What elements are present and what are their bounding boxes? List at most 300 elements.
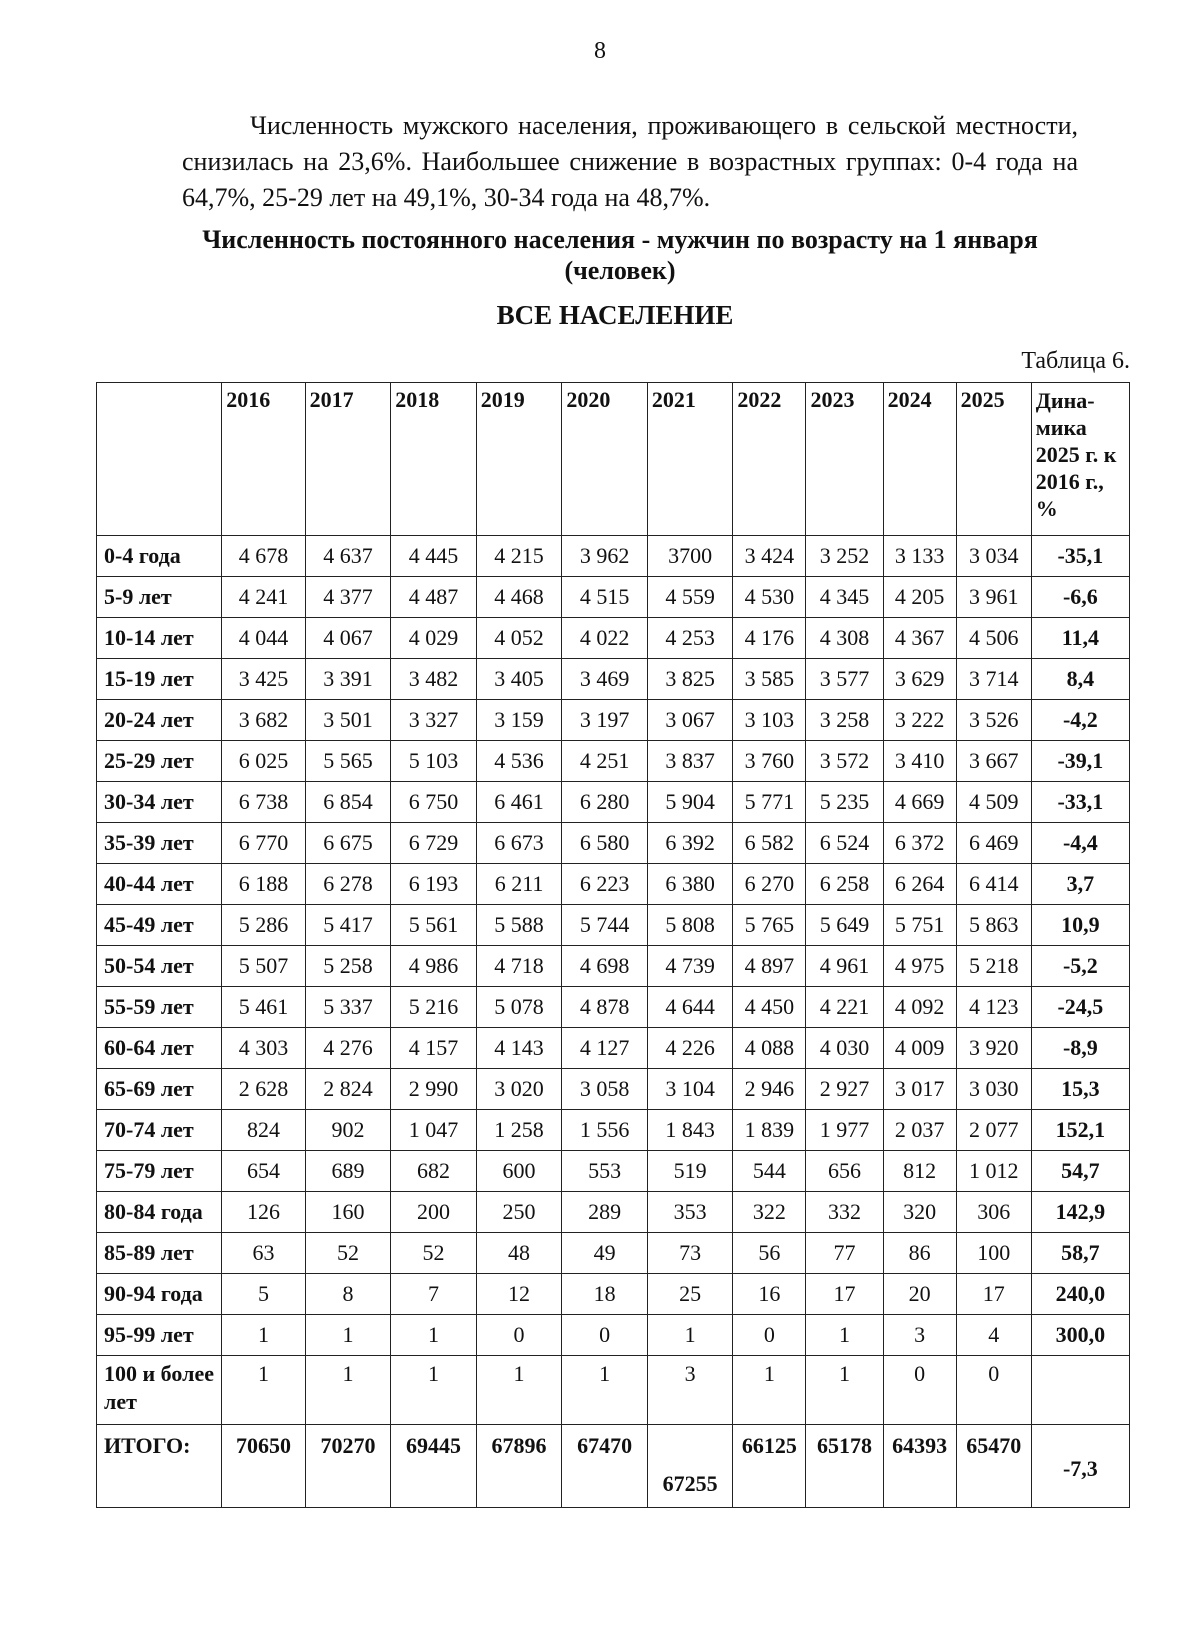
value-cell: 6 264 [883,864,956,905]
table-row [97,864,1130,905]
dynamics-cell: -39,1 [1031,741,1129,782]
value-cell: 5 561 [391,905,477,946]
value-cell: 6 469 [956,823,1031,864]
value-cell: 3 258 [806,700,883,741]
value-cell: 3 825 [647,659,733,700]
value-cell: 2 946 [733,1069,806,1110]
value-cell: 6 380 [647,864,733,905]
value-cell: 25 [647,1274,733,1315]
row-label: 5-9 лет [97,577,222,618]
value-cell: 67896 [476,1425,562,1508]
value-cell: 4 251 [562,741,648,782]
dynamics-cell: 11,4 [1031,618,1129,659]
row-label: 0-4 года [97,536,222,577]
header-year: 2021 [647,383,733,536]
value-cell: 5 588 [476,905,562,946]
value-cell: 600 [476,1151,562,1192]
value-cell: 1 [476,1356,562,1425]
value-cell: 4 515 [562,577,648,618]
value-cell: 3 572 [806,741,883,782]
value-cell: 6 280 [562,782,648,823]
value-cell: 5 507 [222,946,305,987]
dynamics-cell: -35,1 [1031,536,1129,577]
value-cell: 3 585 [733,659,806,700]
value-cell: 3 159 [476,700,562,741]
dynamics-cell: -4,2 [1031,700,1129,741]
value-cell: 5 565 [305,741,391,782]
value-cell: 1 [222,1356,305,1425]
value-cell: 6 729 [391,823,477,864]
value-cell: 4 878 [562,987,648,1028]
value-cell: 4 [956,1315,1031,1356]
row-label: 60-64 лет [97,1028,222,1069]
row-label: 15-19 лет [97,659,222,700]
row-label: 100 и более лет [97,1356,222,1425]
table-row [97,1356,1130,1425]
dynamics-cell: -8,9 [1031,1028,1129,1069]
row-label: 85-89 лет [97,1233,222,1274]
header-year: 2019 [476,383,562,536]
value-cell: 18 [562,1274,648,1315]
value-cell: 544 [733,1151,806,1192]
value-cell: 17 [806,1274,883,1315]
value-cell: 6 258 [806,864,883,905]
dynamics-cell: 10,9 [1031,905,1129,946]
value-cell: 3 424 [733,536,806,577]
section-subtitle: ВСЕ НАСЕЛЕНИЕ [496,300,734,330]
value-cell: 56 [733,1233,806,1274]
table-row [97,1425,1130,1508]
value-cell: 4 221 [806,987,883,1028]
value-cell: 52 [305,1233,391,1274]
value-cell: 0 [562,1315,648,1356]
table-row [97,1069,1130,1110]
value-cell: 0 [956,1356,1031,1425]
value-cell: 12 [476,1274,562,1315]
value-cell: 2 990 [391,1069,477,1110]
value-cell: 1 [647,1315,733,1356]
value-cell: 2 077 [956,1110,1031,1151]
value-cell: 682 [391,1151,477,1192]
row-label: 30-34 лет [97,782,222,823]
value-cell: 320 [883,1192,956,1233]
table-row [97,987,1130,1028]
value-cell: 4 506 [956,618,1031,659]
value-cell: 4 205 [883,577,956,618]
table-row [97,659,1130,700]
value-cell: 4 253 [647,618,733,659]
value-cell: 1 839 [733,1110,806,1151]
value-cell: 4 487 [391,577,477,618]
value-cell: 5 461 [222,987,305,1028]
value-cell: 4 176 [733,618,806,659]
value-cell: 4 067 [305,618,391,659]
value-cell: 49 [562,1233,648,1274]
value-cell: 4 009 [883,1028,956,1069]
header-year: 2025 [956,383,1031,536]
table-title [150,224,1090,286]
value-cell: 5 [222,1274,305,1315]
row-label: 90-94 года [97,1274,222,1315]
value-cell: 5 258 [305,946,391,987]
header-dynamics: Дина-мика 2025 г. к 2016 г., % [1031,383,1129,536]
value-cell: 812 [883,1151,956,1192]
value-cell: 4 637 [305,536,391,577]
table-row [97,1192,1130,1233]
value-cell: 1 [806,1315,883,1356]
value-cell: 6 278 [305,864,391,905]
dynamics-cell: 240,0 [1031,1274,1129,1315]
value-cell: 1 [391,1315,477,1356]
value-cell: 250 [476,1192,562,1233]
value-cell: 6 392 [647,823,733,864]
value-cell: 4 029 [391,618,477,659]
row-label: 40-44 лет [97,864,222,905]
row-label: 50-54 лет [97,946,222,987]
value-cell: 689 [305,1151,391,1192]
population-table [96,382,1130,1508]
value-cell: 5 765 [733,905,806,946]
value-cell: 3 391 [305,659,391,700]
row-label: 25-29 лет [97,741,222,782]
row-label: 75-79 лет [97,1151,222,1192]
value-cell: 4 986 [391,946,477,987]
row-label: 80-84 года [97,1192,222,1233]
header-year: 2020 [562,383,648,536]
value-cell: 3 222 [883,700,956,741]
value-cell: 73 [647,1233,733,1274]
page-number: 8 [594,38,606,64]
value-cell: 3 327 [391,700,477,741]
value-cell: 6 675 [305,823,391,864]
value-cell: 4 303 [222,1028,305,1069]
dynamics-cell: 152,1 [1031,1110,1129,1151]
value-cell: 6 270 [733,864,806,905]
value-cell: 4 030 [806,1028,883,1069]
header-year: 2022 [733,383,806,536]
value-cell: 4 088 [733,1028,806,1069]
value-cell: 4 377 [305,577,391,618]
value-cell: 3 425 [222,659,305,700]
table-row [97,1110,1130,1151]
value-cell: 3 501 [305,700,391,741]
dynamics-cell: 142,9 [1031,1192,1129,1233]
value-cell: 3 252 [806,536,883,577]
value-cell: 4 698 [562,946,648,987]
value-cell: 6 673 [476,823,562,864]
value-cell: 4 052 [476,618,562,659]
value-cell: 3 577 [806,659,883,700]
value-cell: 3 067 [647,700,733,741]
row-label: 70-74 лет [97,1110,222,1151]
value-cell: 1 [305,1356,391,1425]
value-cell: 69445 [391,1425,477,1508]
value-cell: 6 582 [733,823,806,864]
value-cell: 100 [956,1233,1031,1274]
value-cell: 16 [733,1274,806,1315]
value-cell: 17 [956,1274,1031,1315]
value-cell: 1 258 [476,1110,562,1151]
value-cell: 5 904 [647,782,733,823]
value-cell: 5 337 [305,987,391,1028]
value-cell: 3700 [647,536,733,577]
value-cell: 4 127 [562,1028,648,1069]
table-row [97,782,1130,823]
value-cell: 160 [305,1192,391,1233]
value-cell: 4 669 [883,782,956,823]
value-cell: 6 025 [222,741,305,782]
row-label: ИТОГО: [97,1425,222,1508]
value-cell: 1 [391,1356,477,1425]
value-cell: 5 216 [391,987,477,1028]
header-year: 2024 [883,383,956,536]
value-cell: 3 103 [733,700,806,741]
value-cell: 0 [883,1356,956,1425]
value-cell: 5 771 [733,782,806,823]
value-cell: 4 215 [476,536,562,577]
value-cell: 1 047 [391,1110,477,1151]
table-row [97,577,1130,618]
value-cell: 902 [305,1110,391,1151]
value-cell: 3 961 [956,577,1031,618]
value-cell: 5 808 [647,905,733,946]
value-cell: 6 461 [476,782,562,823]
value-cell: 4 092 [883,987,956,1028]
value-cell: 1 843 [647,1110,733,1151]
value-cell: 3 526 [956,700,1031,741]
value-cell: 3 837 [647,741,733,782]
dynamics-cell: -33,1 [1031,782,1129,823]
value-cell: 4 975 [883,946,956,987]
value-cell: 5 649 [806,905,883,946]
table-row [97,618,1130,659]
value-cell: 4 450 [733,987,806,1028]
value-cell: 65470 [956,1425,1031,1508]
value-cell: 3 [883,1315,956,1356]
value-cell: 4 509 [956,782,1031,823]
header-year: 2023 [806,383,883,536]
dynamics-cell: -7,3 [1031,1425,1129,1508]
value-cell: 6 750 [391,782,477,823]
value-cell: 3 030 [956,1069,1031,1110]
value-cell: 64393 [883,1425,956,1508]
table-row [97,1233,1130,1274]
value-cell: 65178 [806,1425,883,1508]
dynamics-cell: 300,0 [1031,1315,1129,1356]
value-cell: 4 678 [222,536,305,577]
value-cell: 3 482 [391,659,477,700]
value-cell: 3 020 [476,1069,562,1110]
value-cell: 3 [647,1356,733,1425]
value-cell: 553 [562,1151,648,1192]
value-cell: 3 133 [883,536,956,577]
value-cell: 4 345 [806,577,883,618]
dynamics-cell: -24,5 [1031,987,1129,1028]
value-cell: 5 744 [562,905,648,946]
row-label: 20-24 лет [97,700,222,741]
table-row [97,700,1130,741]
value-cell: 67255 [647,1425,733,1508]
value-cell: 1 012 [956,1151,1031,1192]
value-cell: 4 143 [476,1028,562,1069]
value-cell: 200 [391,1192,477,1233]
value-cell: 5 417 [305,905,391,946]
value-cell: 4 559 [647,577,733,618]
value-cell: 4 530 [733,577,806,618]
value-cell: 824 [222,1110,305,1151]
value-cell: 4 536 [476,741,562,782]
value-cell: 3 962 [562,536,648,577]
value-cell: 5 103 [391,741,477,782]
dynamics-cell: 15,3 [1031,1069,1129,1110]
value-cell: 332 [806,1192,883,1233]
table-title-line1: Численность постоянного населения - мужчин по возрасту на 1 января [202,225,1038,254]
dynamics-cell: 58,7 [1031,1233,1129,1274]
value-cell: 8 [305,1274,391,1315]
value-cell: 6 580 [562,823,648,864]
value-cell: 4 718 [476,946,562,987]
row-label: 65-69 лет [97,1069,222,1110]
value-cell: 4 044 [222,618,305,659]
value-cell: 3 667 [956,741,1031,782]
value-cell: 4 022 [562,618,648,659]
value-cell: 3 682 [222,700,305,741]
dynamics-cell: 3,7 [1031,864,1129,905]
value-cell: 3 469 [562,659,648,700]
row-label: 55-59 лет [97,987,222,1028]
value-cell: 2 037 [883,1110,956,1151]
value-cell: 5 235 [806,782,883,823]
value-cell: 519 [647,1151,733,1192]
value-cell: 3 058 [562,1069,648,1110]
value-cell: 86 [883,1233,956,1274]
value-cell: 66125 [733,1425,806,1508]
value-cell: 5 751 [883,905,956,946]
value-cell: 654 [222,1151,305,1192]
table-row [97,1274,1130,1315]
table-row [97,1315,1130,1356]
value-cell: 3 629 [883,659,956,700]
table-body [97,536,1130,1508]
value-cell: 4 157 [391,1028,477,1069]
value-cell: 1 556 [562,1110,648,1151]
dynamics-cell: 54,7 [1031,1151,1129,1192]
value-cell: 48 [476,1233,562,1274]
value-cell: 4 445 [391,536,477,577]
row-label: 45-49 лет [97,905,222,946]
row-label: 95-99 лет [97,1315,222,1356]
value-cell: 2 824 [305,1069,391,1110]
value-cell: 70650 [222,1425,305,1508]
table-header-row [97,383,1130,536]
value-cell: 322 [733,1192,806,1233]
value-cell: 4 308 [806,618,883,659]
value-cell: 656 [806,1151,883,1192]
value-cell: 3 410 [883,741,956,782]
dynamics-cell: -6,6 [1031,577,1129,618]
value-cell: 70270 [305,1425,391,1508]
value-cell: 0 [733,1315,806,1356]
value-cell: 5 863 [956,905,1031,946]
intro-paragraph [182,108,1078,216]
value-cell: 3 405 [476,659,562,700]
value-cell: 63 [222,1233,305,1274]
table-row [97,946,1130,987]
value-cell: 5 078 [476,987,562,1028]
value-cell: 67470 [562,1425,648,1508]
value-cell: 4 468 [476,577,562,618]
value-cell: 1 [562,1356,648,1425]
value-cell: 4 226 [647,1028,733,1069]
value-cell: 6 738 [222,782,305,823]
value-cell: 1 [733,1356,806,1425]
value-cell: 4 367 [883,618,956,659]
value-cell: 6 188 [222,864,305,905]
value-cell: 20 [883,1274,956,1315]
row-label: 10-14 лет [97,618,222,659]
value-cell: 1 [305,1315,391,1356]
value-cell: 2 628 [222,1069,305,1110]
value-cell: 6 524 [806,823,883,864]
header-year: 2018 [391,383,477,536]
value-cell: 1 977 [806,1110,883,1151]
table-title-line2: (человек) [564,256,676,285]
header-corner [97,383,222,536]
value-cell: 0 [476,1315,562,1356]
value-cell: 6 372 [883,823,956,864]
header-year: 2016 [222,383,305,536]
table-row [97,1151,1130,1192]
value-cell: 7 [391,1274,477,1315]
table-row [97,536,1130,577]
value-cell: 6 211 [476,864,562,905]
value-cell: 5 286 [222,905,305,946]
table-number-label: Таблица 6. [1021,348,1130,374]
value-cell: 3 104 [647,1069,733,1110]
value-cell: 4 123 [956,987,1031,1028]
value-cell: 3 197 [562,700,648,741]
value-cell: 4 276 [305,1028,391,1069]
value-cell: 3 760 [733,741,806,782]
dynamics-cell: -5,2 [1031,946,1129,987]
value-cell: 3 714 [956,659,1031,700]
value-cell: 6 854 [305,782,391,823]
value-cell: 2 927 [806,1069,883,1110]
intro-paragraph-text: Численность мужского населения, проживающего в сельской местности, снизилась на 23,6%. Наибольшее снижение в возрастных группах: 0-4 года на 64,7%, 25-29 лет на 49,1%, 30-34 года на 48,7%. [182,111,1078,212]
dynamics-cell [1031,1356,1129,1425]
value-cell: 52 [391,1233,477,1274]
header-year: 2017 [305,383,391,536]
value-cell: 4 961 [806,946,883,987]
value-cell: 6 193 [391,864,477,905]
dynamics-cell: -4,4 [1031,823,1129,864]
value-cell: 1 [222,1315,305,1356]
value-cell: 6 414 [956,864,1031,905]
value-cell: 4 644 [647,987,733,1028]
value-cell: 4 897 [733,946,806,987]
value-cell: 353 [647,1192,733,1233]
value-cell: 3 920 [956,1028,1031,1069]
table-row [97,1028,1130,1069]
dynamics-cell: 8,4 [1031,659,1129,700]
value-cell: 6 770 [222,823,305,864]
table-row [97,741,1130,782]
row-label: 35-39 лет [97,823,222,864]
value-cell: 4 739 [647,946,733,987]
value-cell: 5 218 [956,946,1031,987]
value-cell: 3 017 [883,1069,956,1110]
value-cell: 1 [806,1356,883,1425]
